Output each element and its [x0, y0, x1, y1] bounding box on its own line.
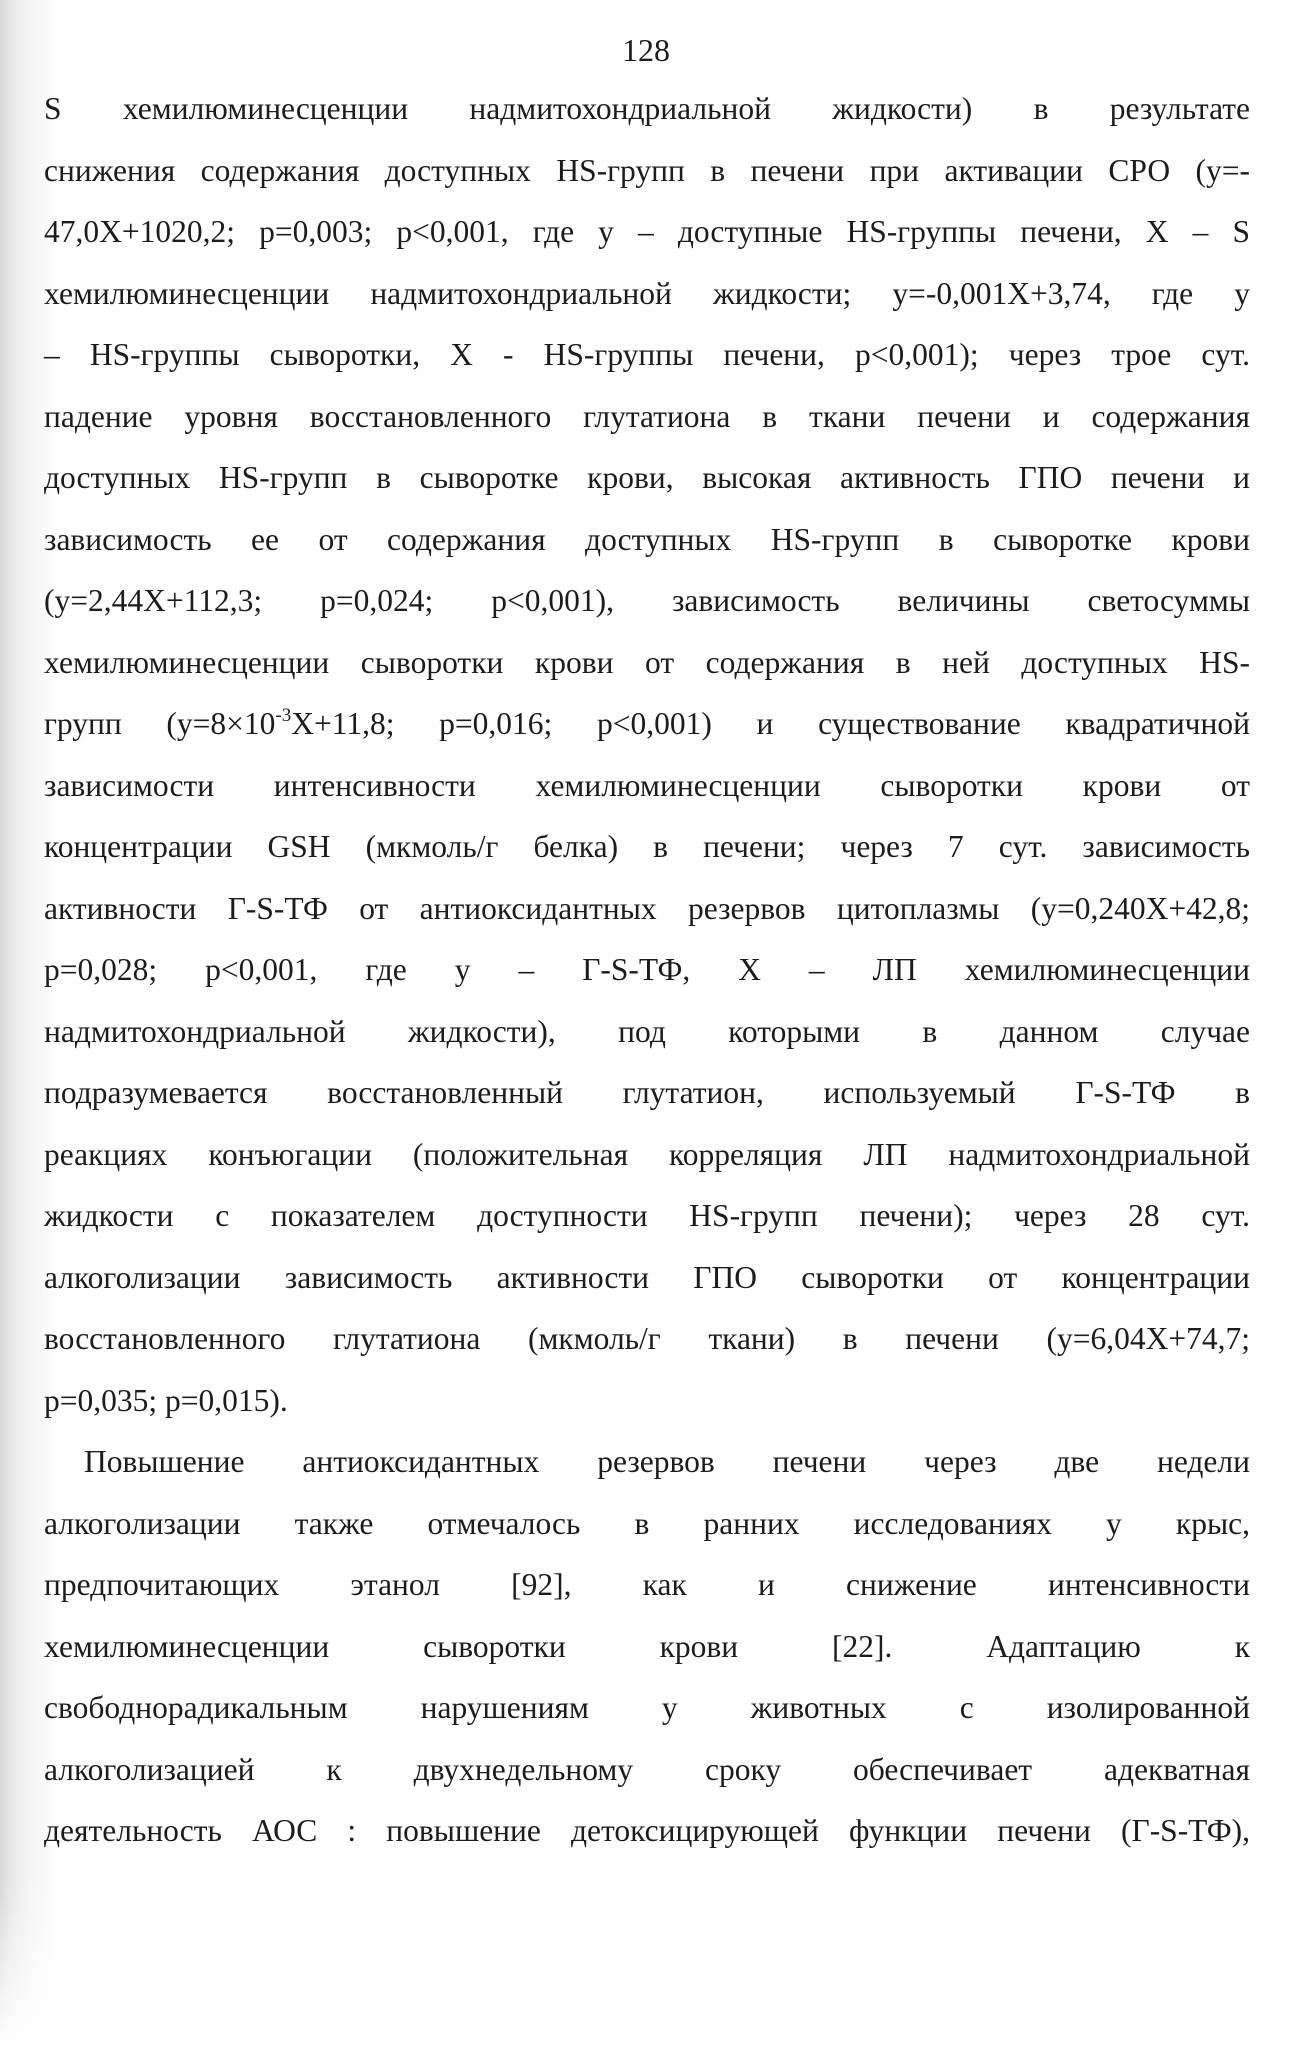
text-line-24: алкоголизации также отмечалось в ранних исследованиях у крыс, [44, 1505, 1250, 1541]
body-text [44, 78, 1250, 1862]
text-line-3: 47,0X+1020,2; p=0,003; p<0,001, где y – доступные HS-группы печени, X – S [44, 214, 1250, 249]
text-line-13: концентрации GSH (мкмоль/г белка) в печени; через 7 сут. зависимость [44, 829, 1250, 864]
text-line-25: предпочитающих этанол [92], как и снижение интенсивности [44, 1567, 1250, 1602]
text-line-16: надмитохондриальной жидкости), под которыми в данном случае [44, 1013, 1250, 1049]
text-line-17: подразумевается восстановленный глутатион, используемый Г-S-ТФ в [44, 1075, 1250, 1110]
formula-start: групп (y=8×10 [44, 706, 276, 741]
text-line-23: Повышение антиоксидантных резервов печени через две недели [84, 1444, 1250, 1479]
text-line-7: доступных HS-групп в сыворотке крови, высокая активность ГПО печени и [44, 460, 1250, 495]
text-line-28: алкоголизацией к двухнедельному сроку обеспечивает адекватная [44, 1751, 1250, 1787]
text-line-8: зависимость ее от содержания доступных HS-групп в сыворотке крови [44, 521, 1250, 557]
text-line-12: зависимости интенсивности хемилюминесценции сыворотки крови от [44, 767, 1250, 803]
text-line-20: алкоголизации зависимость активности ГПО сыворотки от концентрации [44, 1259, 1250, 1295]
scan-shadow-fade [0, 1880, 60, 2050]
text-line-26: хемилюминесценции сыворотки крови [22]. Адаптацию к [44, 1628, 1250, 1664]
text-line-29: деятельность АОС : повышение детоксицирующей функции печени (Г-S-ТФ), [44, 1813, 1250, 1848]
text-line-11 [44, 693, 1250, 755]
text-line-10: хемилюминесценции сыворотки крови от содержания в ней доступных HS- [44, 644, 1250, 680]
text-line-18: реакциях конъюгации (положительная корреляция ЛП надмитохондриальной [44, 1136, 1250, 1172]
formula-rest: X+11,8; p=0,016; p<0,001) и существование квадратичной [291, 706, 1250, 741]
text-line-9: (y=2,44X+112,3; p=0,024; p<0,001), зависимость величины светосуммы [44, 583, 1250, 618]
text-line-21: восстановленного глутатиона (мкмоль/г ткани) в печени (y=6,04X+74,7; [44, 1321, 1250, 1356]
formula-exponent: -3 [275, 705, 292, 726]
text-line-27: свободнорадикальным нарушениям у животных с изолированной [44, 1690, 1250, 1725]
text-line-15: p=0,028; p<0,001, где y – Г-S-ТФ, X – ЛП хемилюминесценции [44, 952, 1250, 987]
text-line-19: жидкости с показателем доступности HS-групп печени); через 28 сут. [44, 1198, 1250, 1233]
text-line-2: снижения содержания доступных HS-групп в печени при активации СРО (y=- [44, 152, 1250, 188]
text-line-6: падение уровня восстановленного глутатиона в ткани печени и содержания [44, 398, 1250, 434]
text-line-4: хемилюминесценции надмитохондриальной жидкости; y=-0,001X+3,74, где y [44, 275, 1250, 311]
text-line-1: S хемилюминесценции надмитохондриальной жидкости) в результате [44, 91, 1250, 126]
page-number: 128 [622, 32, 670, 68]
text-line-5: – HS-группы сыворотки, X - HS-группы печени, p<0,001); через трое сут. [44, 337, 1250, 372]
text-line-22: p=0,035; p=0,015). [44, 1382, 288, 1418]
text-line-14: активности Г-S-ТФ от антиоксидантных резервов цитоплазмы (y=0,240X+42,8; [44, 890, 1250, 926]
